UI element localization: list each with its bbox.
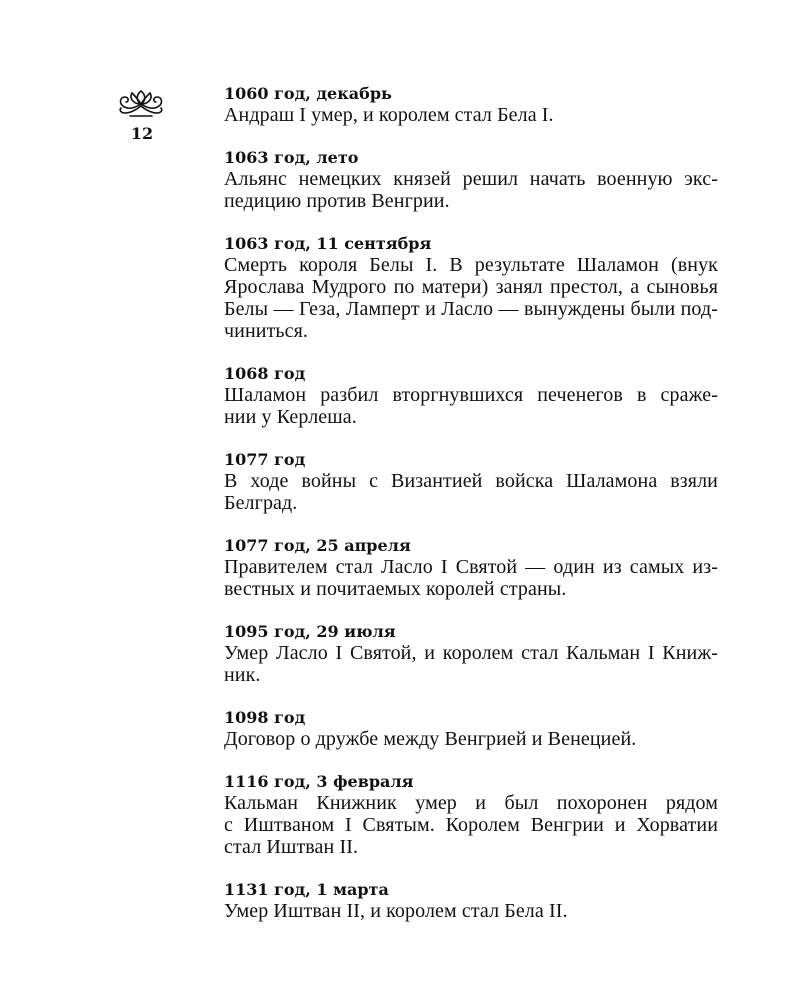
entry-text [196, 900, 718, 922]
entry-date: 1068 год [224, 364, 306, 383]
entry-text [196, 254, 718, 342]
chronology-entry [196, 621, 718, 686]
text-line: Смерть короля Белы I. В результате Шаламон (внук [224, 254, 718, 276]
text-line: Белград. [224, 492, 298, 514]
entry-date: 1063 год, 11 сентября [224, 234, 432, 253]
entry-date: 1116 год, 3 февраля [224, 772, 414, 791]
chronology-entry [196, 83, 718, 126]
chronology-list [196, 83, 718, 943]
entry-text [196, 728, 718, 750]
text-line: Белы — Геза, Ламперт и Ласло — вынуждены были под- [224, 298, 718, 320]
entry-date: 1060 год, декабрь [224, 84, 392, 103]
entry-date: 1131 год, 1 марта [224, 880, 389, 899]
text-line: В ходе войны с Византией войска Шаламона взяли [224, 470, 718, 492]
chronology-entry [196, 771, 718, 858]
entry-text [196, 384, 718, 428]
text-line: Умер Иштван II, и королем стал Бела II. [224, 900, 568, 922]
chronology-entry [196, 879, 718, 922]
text-line: Альянс немецких князей решил начать военную экс- [224, 168, 718, 190]
chronology-entry [196, 707, 718, 750]
text-line: Кальман Книжник умер и был похоронен рядом [224, 792, 718, 814]
entry-date: 1077 год [224, 450, 306, 469]
chronology-entry [196, 147, 718, 212]
entry-date: 1095 год, 29 июля [224, 622, 396, 641]
entry-text [196, 642, 718, 686]
text-line: нии у Керлеша. [224, 406, 357, 428]
text-line: чиниться. [224, 320, 309, 342]
entry-text [196, 168, 718, 212]
entry-date: 1098 год [224, 708, 306, 727]
chronology-entry [196, 535, 718, 600]
entry-date: 1063 год, лето [224, 148, 359, 167]
text-line: ник. [224, 664, 261, 686]
entry-text [196, 470, 718, 514]
floral-ornament-icon [116, 86, 166, 120]
text-line: Умер Ласло I Святой, и королем стал Кальман I Книж- [224, 642, 718, 664]
chronology-entry [196, 233, 718, 342]
text-line: Шаламон разбил вторгнувшихся печенегов в сраже- [224, 384, 718, 406]
chronology-entry [196, 363, 718, 428]
text-line: Ярослава Мудрого по матери) занял престол, а сыновья [224, 276, 718, 298]
text-line: Правителем стал Ласло I Святой — один из самых из- [224, 556, 718, 578]
text-line: вестных и почитаемых королей страны. [224, 578, 567, 600]
text-line: педицию против Венгрии. [224, 190, 450, 212]
text-line: с Иштваном I Святым. Королем Венгрии и Хорватии [224, 814, 718, 836]
entry-date: 1077 год, 25 апреля [224, 536, 411, 555]
page-number: 12 [130, 124, 154, 143]
text-line: Договор о дружбе между Венгрией и Венецией. [224, 728, 637, 750]
text-line: Андраш I умер, и королем стал Бела I. [224, 104, 554, 126]
text-line: стал Иштван II. [224, 836, 359, 858]
entry-text [196, 104, 718, 126]
entry-text [196, 792, 718, 858]
chronology-entry [196, 449, 718, 514]
entry-text [196, 556, 718, 600]
